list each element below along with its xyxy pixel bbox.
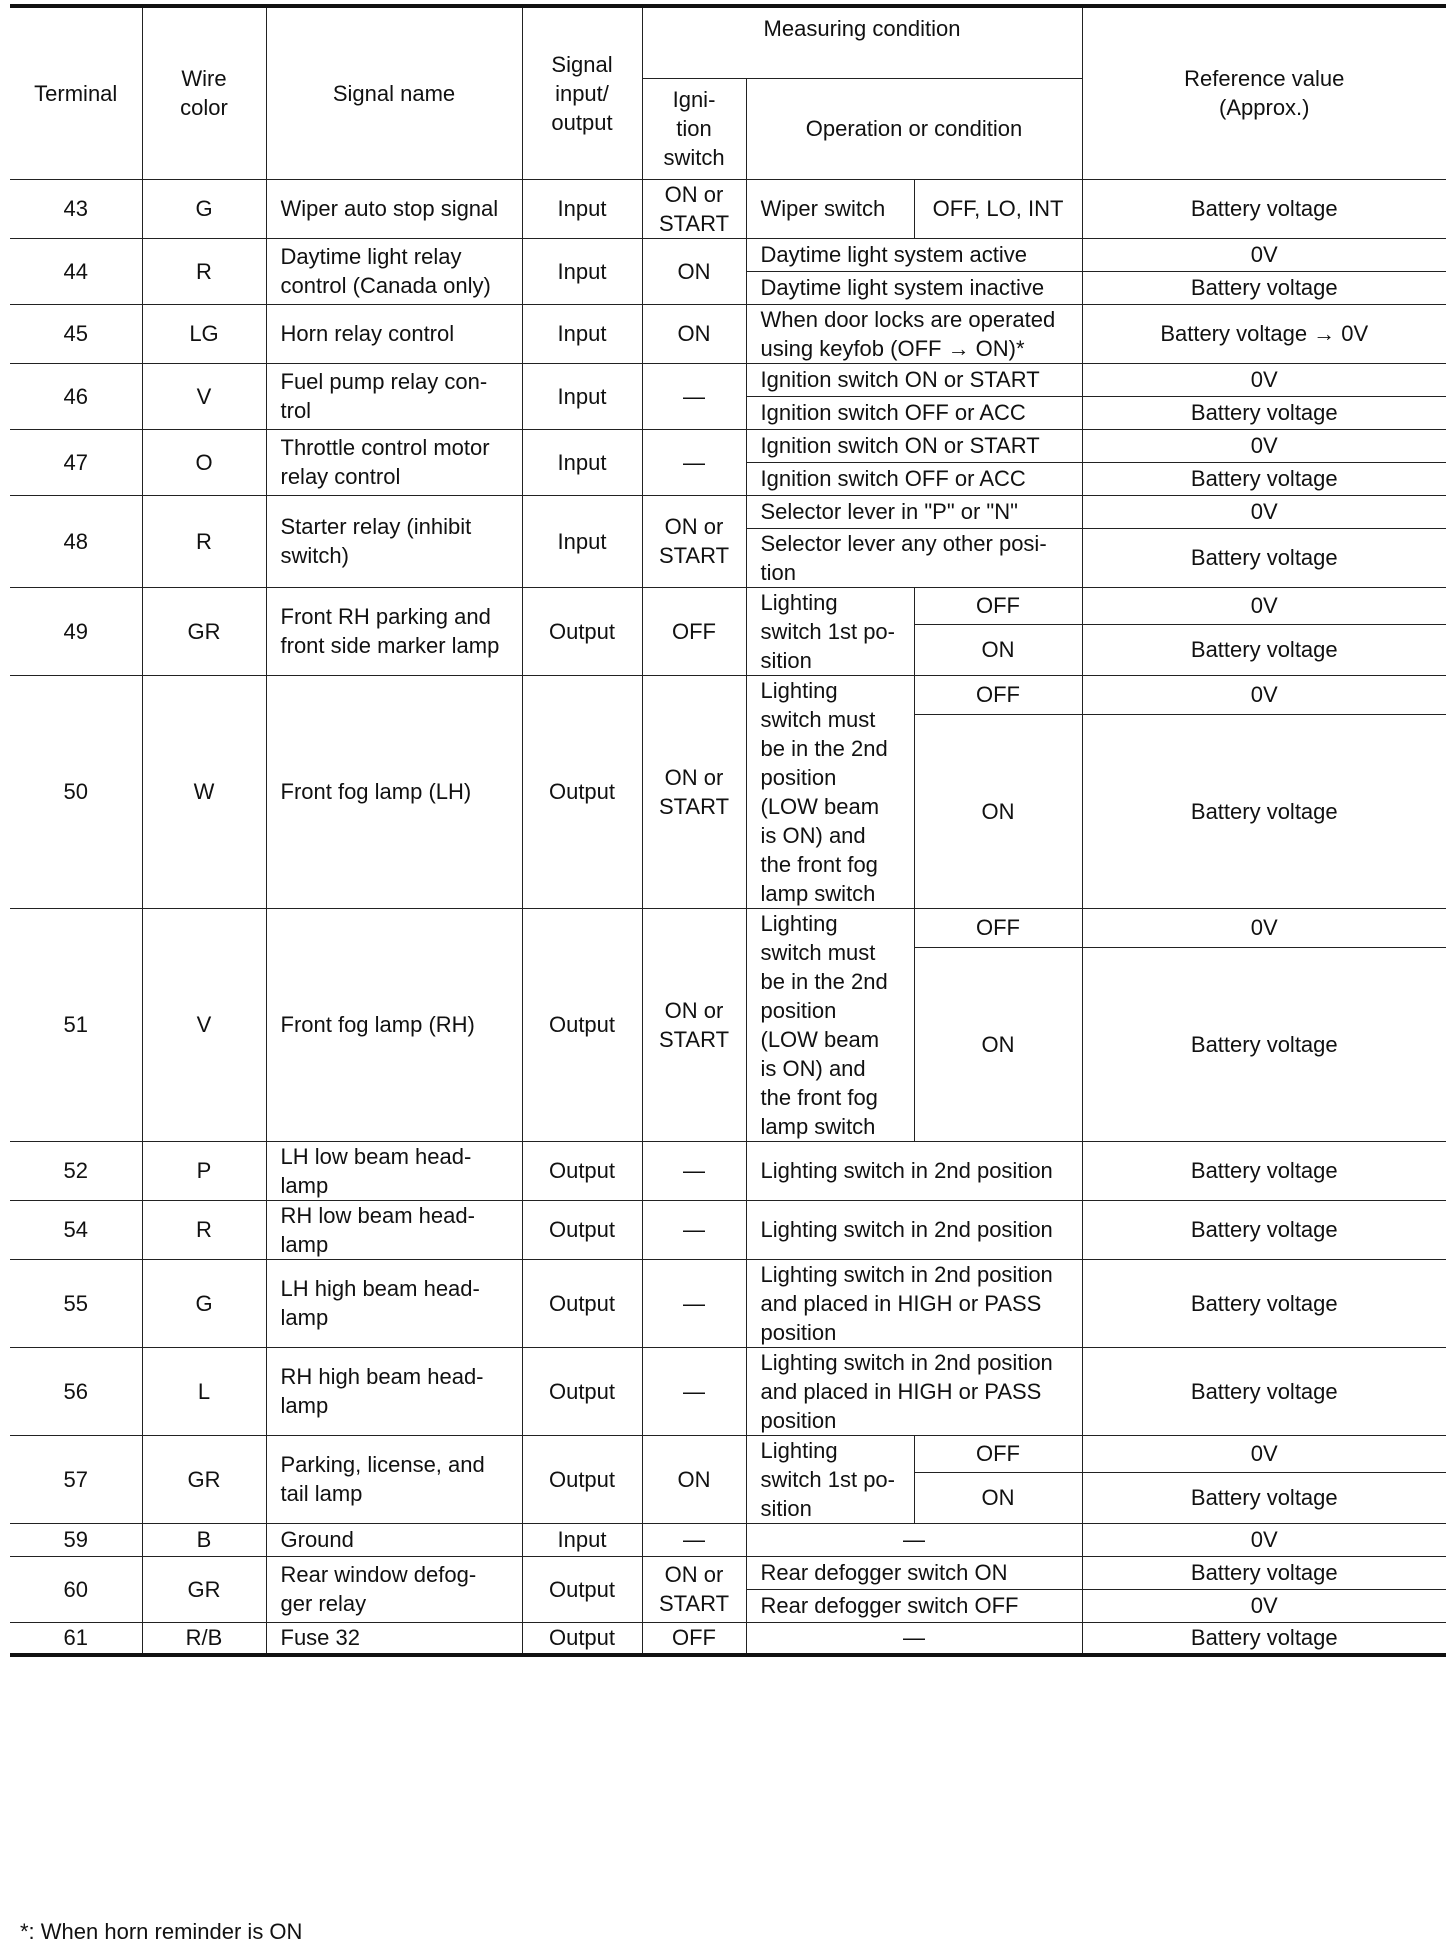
- cell-ignition-switch: ON: [642, 1435, 746, 1523]
- cell-ignition-switch: ON or START: [642, 179, 746, 238]
- cell-reference-value: Battery voltage: [1082, 1347, 1446, 1435]
- cell-signal-name: Front RH parking and front side marker lamp: [266, 587, 522, 675]
- cell-signal-name: Ground: [266, 1523, 522, 1556]
- cell-signal-name: Front fog lamp (LH): [266, 675, 522, 908]
- cell-reference-value: Battery voltage: [1082, 1472, 1446, 1523]
- cell-signal-io: Input: [522, 429, 642, 495]
- cell-operation: Wiper switch: [746, 179, 914, 238]
- header-signal-io: [522, 6, 642, 179]
- cell-signal-name: RH high beam head- lamp: [266, 1347, 522, 1435]
- cell-reference-value: Battery voltage: [1082, 1556, 1446, 1589]
- cell-wire-color: R/B: [142, 1622, 266, 1655]
- cell-reference-value: 0V: [1082, 1523, 1446, 1556]
- cell-signal-io: Output: [522, 1200, 642, 1259]
- cell-ignition-switch: —: [642, 1259, 746, 1347]
- table-row: [10, 179, 1446, 238]
- cell-operation: When door locks are operated using keyfob (OFF → ON)*: [746, 304, 1082, 363]
- cell-signal-io: Input: [522, 363, 642, 429]
- cell-signal-name: LH high beam head- lamp: [266, 1259, 522, 1347]
- cell-ignition-switch: ON or START: [642, 1556, 746, 1622]
- cell-wire-color: P: [142, 1141, 266, 1200]
- cell-wire-color: GR: [142, 587, 266, 675]
- cell-wire-color: R: [142, 495, 266, 587]
- cell-signal-io: Input: [522, 179, 642, 238]
- header-ignition-switch-text: Igni- tion switch: [663, 87, 725, 170]
- cell-signal-io: Input: [522, 495, 642, 587]
- cell-signal-io: Output: [522, 1141, 642, 1200]
- cell-wire-color: V: [142, 363, 266, 429]
- cell-terminal: 61: [10, 1622, 142, 1655]
- cell-reference-value: 0V: [1082, 675, 1446, 715]
- cell-terminal: 54: [10, 1200, 142, 1259]
- header-signal-name: Signal name: [266, 6, 522, 179]
- cell-reference-value: 0V: [1082, 238, 1446, 271]
- table-row: [10, 1622, 1446, 1655]
- header-wire-color-text: Wire color: [180, 66, 228, 121]
- cell-operation: —: [746, 1622, 1082, 1655]
- cell-ignition-switch: OFF: [642, 1622, 746, 1655]
- cell-signal-name: Rear window defog- ger relay: [266, 1556, 522, 1622]
- cell-reference-value: Battery voltage: [1082, 624, 1446, 675]
- cell-ignition-switch: ON: [642, 238, 746, 304]
- cell-operation: Lighting switch in 2nd position and placed in HIGH or PASS position: [746, 1347, 1082, 1435]
- cell-reference-value: Battery voltage: [1082, 528, 1446, 587]
- cell-condition-state: ON: [914, 624, 1082, 675]
- cell-signal-io: Output: [522, 1556, 642, 1622]
- cell-operation: Lighting switch must be in the 2nd position (LOW beam is ON) and the front fog lamp switch: [746, 675, 914, 908]
- cell-terminal: 43: [10, 179, 142, 238]
- cell-reference-value: 0V: [1082, 363, 1446, 396]
- cell-operation: Selector lever any other posi- tion: [746, 528, 1082, 587]
- cell-signal-io: Output: [522, 1259, 642, 1347]
- cell-terminal: 46: [10, 363, 142, 429]
- cell-condition-state: ON: [914, 715, 1082, 908]
- cell-ignition-switch: —: [642, 1200, 746, 1259]
- cell-ignition-switch: ON or START: [642, 908, 746, 1141]
- cell-reference-value: Battery voltage: [1082, 1200, 1446, 1259]
- cell-ignition-switch: —: [642, 1347, 746, 1435]
- cell-reference-value: Battery voltage: [1082, 396, 1446, 429]
- cell-signal-io: Output: [522, 1347, 642, 1435]
- cell-wire-color: O: [142, 429, 266, 495]
- cell-ignition-switch: —: [642, 1523, 746, 1556]
- cell-wire-color: LG: [142, 304, 266, 363]
- cell-signal-name: Front fog lamp (RH): [266, 908, 522, 1141]
- cell-reference-value: Battery voltage → 0V: [1082, 304, 1446, 363]
- cell-signal-io: Input: [522, 238, 642, 304]
- cell-reference-value: Battery voltage: [1082, 1141, 1446, 1200]
- cell-wire-color: G: [142, 1259, 266, 1347]
- cell-ignition-switch: ON: [642, 304, 746, 363]
- table-row: [10, 587, 1446, 624]
- header-reference-value-text: Reference value (Approx.): [1184, 66, 1345, 121]
- cell-reference-value: 0V: [1082, 1435, 1446, 1472]
- cell-signal-name: Fuel pump relay con- trol: [266, 363, 522, 429]
- cell-operation: Daytime light system active: [746, 238, 1082, 271]
- cell-wire-color: W: [142, 675, 266, 908]
- cell-operation: Lighting switch must be in the 2nd position (LOW beam is ON) and the front fog lamp switch: [746, 908, 914, 1141]
- cell-signal-name: Daytime light relay control (Canada only): [266, 238, 522, 304]
- table-row: [10, 1435, 1446, 1472]
- cell-operation: Ignition switch ON or START: [746, 429, 1082, 462]
- cell-condition-state: OFF: [914, 675, 1082, 715]
- cell-reference-value: Battery voltage: [1082, 271, 1446, 304]
- table-row: [10, 1259, 1446, 1347]
- cell-reference-value: 0V: [1082, 1589, 1446, 1622]
- cell-signal-name: Starter relay (inhibit switch): [266, 495, 522, 587]
- cell-wire-color: G: [142, 179, 266, 238]
- table-row: [10, 304, 1446, 363]
- cell-terminal: 57: [10, 1435, 142, 1523]
- cell-ignition-switch: OFF: [642, 587, 746, 675]
- cell-wire-color: GR: [142, 1556, 266, 1622]
- cell-reference-value: 0V: [1082, 429, 1446, 462]
- cell-wire-color: R: [142, 238, 266, 304]
- cell-signal-name: Fuse 32: [266, 1622, 522, 1655]
- cell-operation: Ignition switch OFF or ACC: [746, 462, 1082, 495]
- cell-signal-io: Output: [522, 675, 642, 908]
- table-row: [10, 495, 1446, 528]
- cell-condition-state: OFF: [914, 1435, 1082, 1472]
- cell-signal-io: Input: [522, 304, 642, 363]
- cell-ignition-switch: —: [642, 363, 746, 429]
- cell-signal-name: LH low beam head- lamp: [266, 1141, 522, 1200]
- table-row: [10, 1347, 1446, 1435]
- cell-reference-value: 0V: [1082, 587, 1446, 624]
- cell-terminal: 55: [10, 1259, 142, 1347]
- cell-operation: Ignition switch ON or START: [746, 363, 1082, 396]
- cell-wire-color: R: [142, 1200, 266, 1259]
- cell-condition-state: OFF: [914, 587, 1082, 624]
- cell-terminal: 49: [10, 587, 142, 675]
- cell-operation: —: [746, 1523, 1082, 1556]
- cell-signal-io: Output: [522, 587, 642, 675]
- cell-signal-name: Parking, license, and tail lamp: [266, 1435, 522, 1523]
- table-row: [10, 429, 1446, 462]
- cell-operation: Lighting switch in 2nd position and placed in HIGH or PASS position: [746, 1259, 1082, 1347]
- cell-terminal: 52: [10, 1141, 142, 1200]
- cell-wire-color: GR: [142, 1435, 266, 1523]
- footnote: *: When horn reminder is ON: [20, 1919, 303, 1944]
- cell-signal-io: Input: [522, 1523, 642, 1556]
- cell-signal-io: Output: [522, 1622, 642, 1655]
- cell-terminal: 50: [10, 675, 142, 908]
- header-terminal: Terminal: [10, 6, 142, 179]
- cell-condition-state: ON: [914, 948, 1082, 1141]
- cell-operation: Lighting switch in 2nd position: [746, 1200, 1082, 1259]
- header-wire-color: [142, 6, 266, 179]
- table-body: [10, 179, 1446, 1655]
- table-row: [10, 1556, 1446, 1589]
- cell-reference-value: Battery voltage: [1082, 1259, 1446, 1347]
- cell-operation: Rear defogger switch ON: [746, 1556, 1082, 1589]
- cell-ignition-switch: —: [642, 1141, 746, 1200]
- header-reference-value: [1082, 6, 1446, 179]
- cell-signal-name: Throttle control motor relay control: [266, 429, 522, 495]
- header-operation-condition: Operation or condition: [746, 78, 1082, 179]
- cell-operation: Lighting switch in 2nd position: [746, 1141, 1082, 1200]
- cell-terminal: 56: [10, 1347, 142, 1435]
- cell-condition-state: OFF: [914, 908, 1082, 948]
- cell-operation: Daytime light system inactive: [746, 271, 1082, 304]
- table-row: [10, 1200, 1446, 1259]
- cell-reference-value: 0V: [1082, 495, 1446, 528]
- cell-terminal: 45: [10, 304, 142, 363]
- cell-ignition-switch: ON or START: [642, 495, 746, 587]
- cell-operation: Rear defogger switch OFF: [746, 1589, 1082, 1622]
- table-row: [10, 1141, 1446, 1200]
- header-measuring-condition: Measuring condition: [642, 6, 1082, 78]
- cell-ignition-switch: —: [642, 429, 746, 495]
- table-row: [10, 675, 1446, 715]
- cell-operation: Lighting switch 1st po- sition: [746, 587, 914, 675]
- cell-terminal: 47: [10, 429, 142, 495]
- cell-terminal: 59: [10, 1523, 142, 1556]
- cell-condition-state: OFF, LO, INT: [914, 179, 1082, 238]
- cell-signal-name: Horn relay control: [266, 304, 522, 363]
- cell-reference-value: Battery voltage: [1082, 179, 1446, 238]
- cell-signal-name: RH low beam head- lamp: [266, 1200, 522, 1259]
- cell-operation: Lighting switch 1st po- sition: [746, 1435, 914, 1523]
- table-row: [10, 1523, 1446, 1556]
- cell-signal-io: Output: [522, 908, 642, 1141]
- table-row: [10, 908, 1446, 948]
- cell-reference-value: Battery voltage: [1082, 948, 1446, 1141]
- cell-reference-value: 0V: [1082, 908, 1446, 948]
- cell-terminal: 48: [10, 495, 142, 587]
- cell-signal-io: Output: [522, 1435, 642, 1523]
- cell-terminal: 51: [10, 908, 142, 1141]
- cell-reference-value: Battery voltage: [1082, 1622, 1446, 1655]
- cell-wire-color: L: [142, 1347, 266, 1435]
- header-ignition-switch: [642, 78, 746, 179]
- cell-signal-name: Wiper auto stop signal: [266, 179, 522, 238]
- header-signal-io-text: Signal input/ output: [551, 51, 613, 135]
- cell-reference-value: Battery voltage: [1082, 715, 1446, 908]
- cell-reference-value: Battery voltage: [1082, 462, 1446, 495]
- cell-operation: Ignition switch OFF or ACC: [746, 396, 1082, 429]
- cell-wire-color: B: [142, 1523, 266, 1556]
- cell-terminal: 60: [10, 1556, 142, 1622]
- terminal-table-wrapper: [10, 4, 1446, 1657]
- cell-ignition-switch: ON or START: [642, 675, 746, 908]
- cell-wire-color: V: [142, 908, 266, 1141]
- cell-terminal: 44: [10, 238, 142, 304]
- table-row: [10, 238, 1446, 271]
- table-row: [10, 363, 1446, 396]
- cell-condition-state: ON: [914, 1472, 1082, 1523]
- terminal-reference-table: [10, 4, 1446, 1657]
- cell-operation: Selector lever in "P" or "N": [746, 495, 1082, 528]
